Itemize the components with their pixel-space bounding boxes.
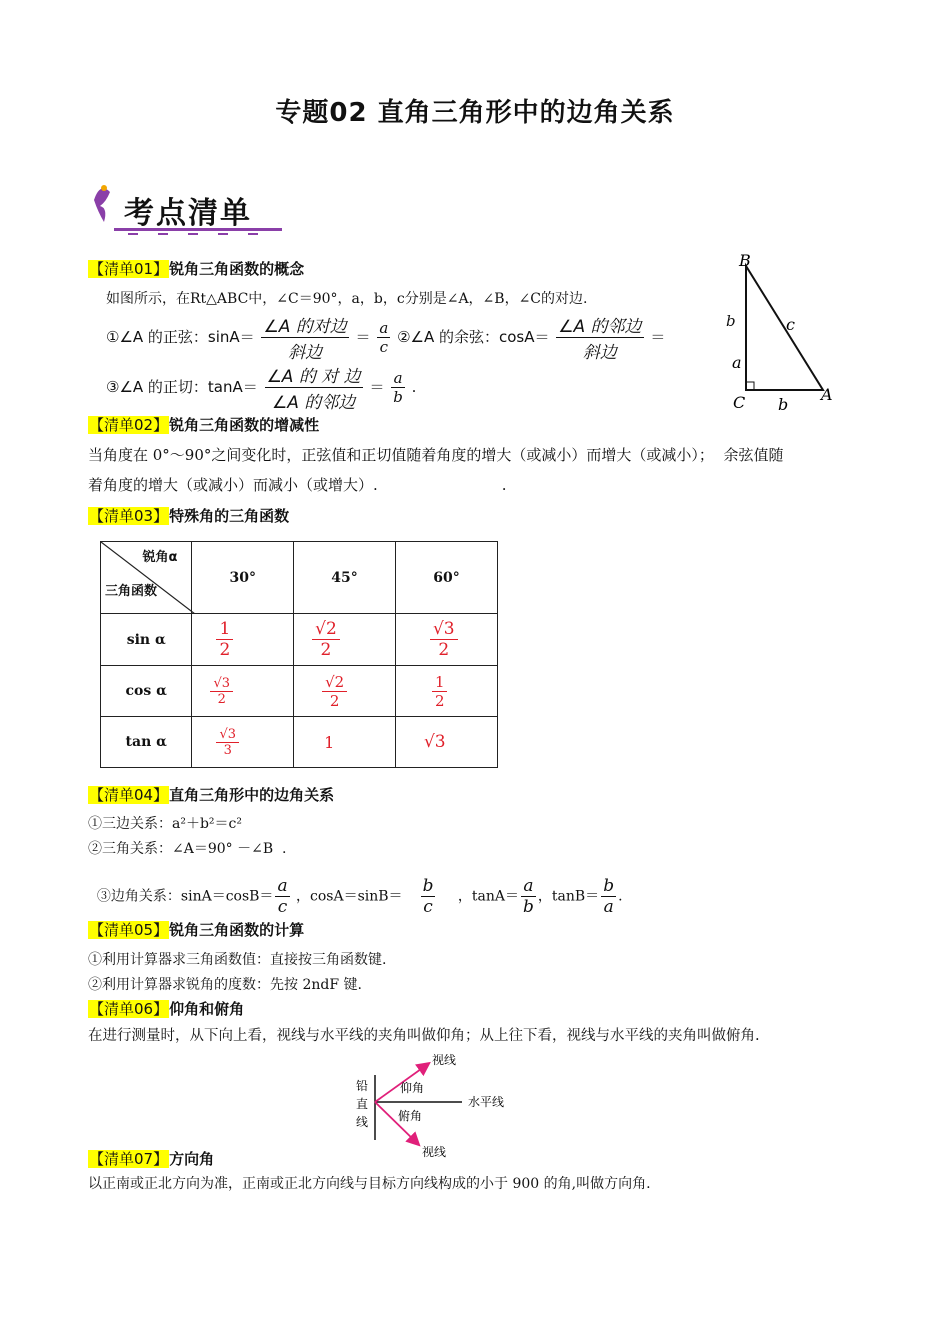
banner-title: 考点清单	[124, 196, 252, 231]
horizontal-label: 水平线	[468, 1095, 505, 1109]
section-2-line-2: 着角度的增大（或减小）而减小（或增大）. .	[88, 476, 507, 494]
section-4-item-2: ②三角关系：∠A＝90° －∠B .	[88, 841, 287, 857]
side-b: b	[778, 395, 789, 414]
section-1-heading: 【清单01】锐角三角函数的概念	[89, 260, 305, 278]
section-4-item-3: ③边角关系：sinA＝cosB＝ $\frac{a}{c}$ ，cosA＝sinB＝ $\frac{b}{c}$ ，tanA＝ $\frac{a}{b}$ ，tanB＝ $\frac{b}{a}$ .	[96, 876, 623, 917]
vertical-label-2: 直	[356, 1097, 369, 1111]
section-7-text: 以正南或正北方向为准，正南或正北方向线与目标方向线构成的小于 900 的角,叫做方向角.	[88, 1176, 651, 1192]
special-angle-table	[100, 541, 498, 768]
sin-45-cell: $\frac{√2}{2}$	[294, 614, 396, 666]
up-sight-label: 视线	[432, 1053, 457, 1067]
sin-60-cell: $\frac{√3}{2}$	[395, 614, 497, 666]
tan-45-cell: 1	[294, 717, 396, 768]
cos-45-cell: $\frac{√2}{2}$	[294, 666, 396, 717]
side-c: c	[786, 315, 795, 334]
header-30: 30°	[192, 542, 294, 614]
tan-60-cell: √3	[395, 717, 497, 768]
depression-label: 俯角	[398, 1109, 423, 1123]
section-5-item-2: ②利用计算器求锐角的度数：先按 2ndF 键.	[88, 977, 362, 993]
header-60: 60°	[395, 542, 497, 614]
tan-30-cell: $\frac{√3}{3}$	[192, 717, 294, 768]
section-4-heading: 【清单04】直角三角形中的边角关系	[89, 786, 335, 804]
section-2-line-1: 当角度在 0°～90°之间变化时，正弦值和正切值随着角度的增大（或减小）而增大（或减小）； 余弦值随	[88, 446, 784, 464]
vertex-a: A	[821, 385, 833, 404]
section-7-heading: 【清单07】方向角	[89, 1150, 215, 1168]
page-title: 专题02 直角三角形中的边角关系	[275, 98, 675, 128]
section-1-intro: 如图所示，在Rt△ABC中，∠C＝90°，a，b，c分别是∠A，∠B，∠C的对边.	[106, 291, 588, 307]
down-sight-label: 视线	[422, 1145, 447, 1159]
section-6-heading: 【清单06】仰角和俯角	[89, 1000, 245, 1018]
vertex-c: C	[733, 393, 746, 412]
side-a: a	[732, 353, 742, 372]
section-5-item-1: ①利用计算器求三角函数值：直接按三角函数键.	[88, 952, 387, 968]
wizard-icon	[94, 188, 110, 222]
elevation-depression-figure	[350, 1050, 530, 1162]
vertical-label-1: 铅	[356, 1079, 369, 1093]
section-5-heading: 【清单05】锐角三角函数的计算	[89, 921, 305, 939]
section-6-text: 在进行测量时，从下向上看，视线与水平线的夹角叫做仰角；从上往下看，视线与水平线的夹角叫做俯角.	[88, 1028, 760, 1044]
tan-definition: ③∠A 的正切：tanA＝ $\frac{\text{∠A 的 对 边}}{\text{∠A 的邻边}}$ ＝ $\frac{a}{b}$ .	[106, 362, 416, 413]
table-corner-cell: 锐角α 三角函数	[101, 542, 192, 614]
cos-frac-cut: b	[726, 312, 736, 330]
row-name-tan: tan α	[101, 717, 192, 768]
header-45: 45°	[294, 542, 396, 614]
cos-30-cell: $\frac{√3}{2}$	[192, 666, 294, 717]
sin-30-cell: $\frac{1}{2}$	[192, 614, 294, 666]
vertex-b: B	[739, 251, 751, 270]
section-3-heading: 【清单03】特殊角的三角函数	[89, 507, 290, 525]
row-name-sin: sin α	[101, 614, 192, 666]
sin-definition: ①∠A 的正弦：sinA＝ $\frac{\text{∠A 的对边}}{\text{斜边}}$ ＝ $\frac{a}{c}$ ②∠A 的余弦：cosA＝ $\frac{\text{∠A 的邻边}}{\text{斜边}}$ ＝	[106, 312, 665, 363]
cos-60-cell: $\frac{1}{2}$	[395, 666, 497, 717]
section-4-item-1: ①三边关系：a²＋b²＝c²	[88, 816, 242, 832]
section-2-heading: 【清单02】锐角三角函数的增减性	[89, 416, 320, 434]
row-name-cos: cos α	[101, 666, 192, 717]
elevation-label: 仰角	[400, 1081, 425, 1095]
vertical-label-3: 线	[356, 1115, 369, 1129]
right-triangle-figure	[725, 250, 845, 415]
